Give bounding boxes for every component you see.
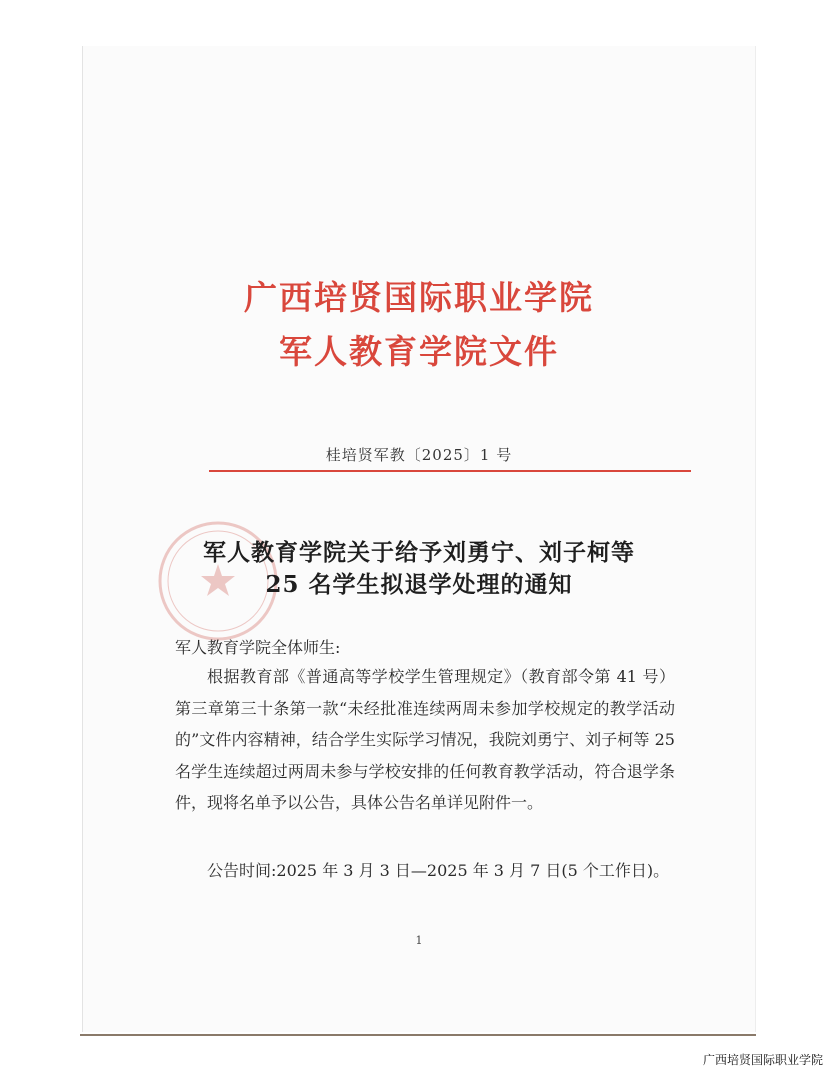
notice-period: 公告时间:2025 年 3 月 3 日—2025 年 3 月 7 日(5 个工作日)。: [207, 861, 670, 880]
document-page: [82, 46, 756, 1032]
document-type-header: 军人教育学院文件: [279, 332, 559, 371]
notice-body-paragraph: 根据教育部《普通高等学校学生管理规定》（教育部令第 41 号）第三章第三十条第一款“未经批准连续两周未参加学校规定的教学活动的”文件内容精神，结合学生实际学习情况，我院刘勇宁、刘子柯等 25 名学生连续超过两周未参与学校安排的任何教育教学活动，符合退学条件，现将名单予以公告，具体公告名单详见附件一。: [175, 667, 675, 812]
scan-bottom-edge: [80, 1034, 756, 1036]
notice-title-line2: 25 名学生拟退学处理的通知: [265, 571, 573, 598]
notice-title-line1: 军人教育学院关于给予刘勇宁、刘子柯等: [203, 539, 635, 566]
document-number: 桂培贤军教〔2025〕1 号: [325, 446, 513, 464]
page-number: 1: [415, 934, 423, 947]
salutation: 军人教育学院全体师生:: [175, 638, 341, 657]
issuing-institution: 广西培贤国际职业学院: [244, 278, 594, 317]
image-caption: 广西培贤国际职业学院: [702, 1053, 823, 1067]
red-divider-line: [209, 470, 691, 472]
